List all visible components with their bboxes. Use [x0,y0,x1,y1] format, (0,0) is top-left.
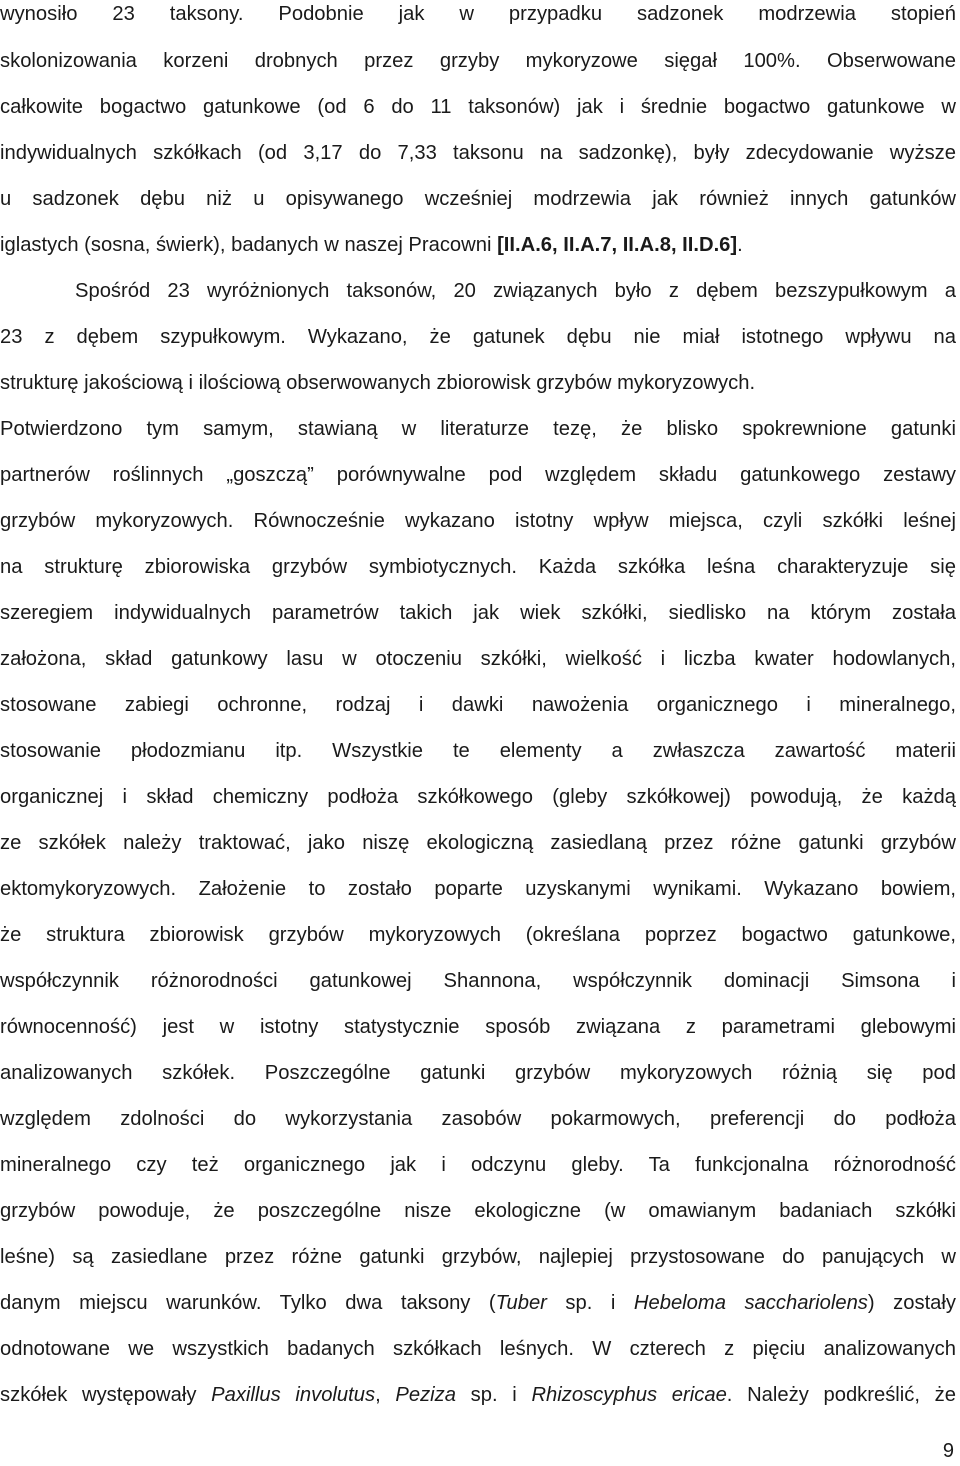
text-line [75,277,956,305]
text-line [0,507,956,535]
text-run: Spośród 23 wyróżnionych taksonów, 20 związanych było z dębem bezszypułkowym a [75,280,956,302]
text-run: sp. i [455,1384,532,1406]
text-run: ektomykoryzowych. Założenie to zostało poparte uzyskanymi wynikami. Wykazano bowiem, [0,878,956,900]
text-line [0,691,956,719]
text-line [0,231,956,259]
text-run: założona, skład gatunkowy lasu w otoczeniu szkółki, wielkość i liczba kwater hodowlanych, [0,648,956,670]
text-line [0,553,956,581]
text-line [0,1335,956,1363]
text-run: sp. i [546,1292,634,1314]
text-run: indywidualnych szkółkach (od 3,17 do 7,33 taksonu na sadzonkę), były zdecydowanie wyższe [0,142,956,164]
text-run: grzybów powoduje, że poszczególne nisze ekologiczne (w omawianym badaniach szkółki [0,1200,956,1222]
text-run: odnotowane we wszystkich badanych szkółkach leśnych. W czterech z pięciu analizowanych [0,1338,956,1360]
text-line [0,47,956,75]
text-line [0,139,956,167]
text-line [0,1151,956,1179]
text-run: całkowite bogactwo gatunkowe (od 6 do 11 taksonów) jak i średnie bogactwo gatunkowe w [0,96,956,118]
text-run: szeregiem indywidualnych parametrów takich jak wiek szkółki, siedlisko na którym została [0,602,956,624]
text-run: organicznej i skład chemiczny podłoża szkółkowego (gleby szkółkowej) powodują, że każdą [0,786,956,808]
text-run: stosowanie płodozmianu itp. Wszystkie te elementy a zwłaszcza zawartość materii [0,740,956,762]
text-run: współczynnik różnorodności gatunkowej Shannona, współczynnik dominacji Simsona i [0,970,956,992]
text-line [0,645,956,673]
text-run: ze szkółek należy traktować, jako niszę ekologiczną zasiedlaną przez różne gatunki grzybów [0,832,956,854]
text-line [0,829,956,857]
text-run: leśne) są zasiedlane przez różne gatunki grzybów, najlepiej przystosowane do panujących w [0,1246,956,1268]
species-name: Paxillus involutus [211,1384,376,1406]
species-name: Peziza [395,1384,456,1406]
text-run: względem zdolności do wykorzystania zasobów pokarmowych, preferencji do podłoża [0,1108,956,1130]
text-line [0,1013,956,1041]
text-line [0,461,956,489]
species-name: Rhizoscyphus ericae [531,1384,727,1406]
text-line [0,93,956,121]
text-run: , [375,1384,396,1406]
text-run: szkółek występowały [0,1384,212,1406]
text-run: stosowane zabiegi ochronne, rodzaj i dawki nawożenia organicznego i mineralnego, [0,694,956,716]
text-run: 23 z dębem szypułkowym. Wykazano, że gatunek dębu nie miał istotnego wpływu na [0,326,956,348]
text-line [0,369,956,397]
species-name: Tuber [495,1292,547,1314]
text-run: mineralnego czy też organicznego jak i odczynu gleby. Ta funkcjonalna różnorodność [0,1154,956,1176]
text-run: na strukturę zbiorowiska grzybów symbiotycznych. Każda szkółka leśna charakteryzuje się [0,556,956,578]
text-line [0,1197,956,1225]
text-run: iglastych (sosna, świerk), badanych w naszej Pracowni [0,234,498,256]
text-run: u sadzonek dębu niż u opisywanego wcześniej modrzewia jak również innych gatunków [0,188,956,210]
text-run: wynosiło 23 taksony. Podobnie jak w przypadku sadzonek modrzewia stopień [0,3,956,25]
text-line [0,185,956,213]
text-line [0,323,956,351]
text-run: strukturę jakościową i ilościową obserwowanych zbiorowisk grzybów mykoryzowych. [0,372,756,394]
text-line [0,921,956,949]
text-run: Potwierdzono tym samym, stawianą w literaturze tezę, że blisko spokrewnione gatunki [0,418,956,440]
text-line [0,967,956,995]
text-line [0,1243,956,1271]
text-line [0,1105,956,1133]
text-run: . Należy podkreślić, że [726,1384,956,1406]
text-line [0,415,956,443]
citation-ref: [II.A.6, II.A.7, II.A.8, II.D.6] [497,234,738,256]
text-line [0,783,956,811]
text-run: równocenność) jest w istotny statystycznie sposób związana z parametrami glebowymi [0,1016,956,1038]
species-name: Hebeloma sacchariolens [633,1292,868,1314]
text-line [0,875,956,903]
text-run: ) zostały [867,1292,956,1314]
page-number: 9 [942,1440,954,1462]
text-run: . [737,234,743,256]
text-run: danym miejscu warunków. Tylko dwa taksony ( [0,1292,496,1314]
text-run: skolonizowania korzeni drobnych przez grzyby mykoryzowe sięgał 100%. Obserwowane [0,50,956,72]
text-line [0,737,956,765]
text-run: grzybów mykoryzowych. Równocześnie wykazano istotny wpływ miejsca, czyli szkółki leśnej [0,510,956,532]
text-line [0,599,956,627]
text-run: że struktura zbiorowisk grzybów mykoryzowych (określana poprzez bogactwo gatunkowe, [0,924,956,946]
text-line [0,1289,956,1317]
text-line [0,1381,956,1409]
text-line [0,1059,956,1087]
text-line [0,0,956,28]
text-run: analizowanych szkółek. Poszczególne gatunki grzybów mykoryzowych różnią się pod [0,1062,956,1084]
text-run: partnerów roślinnych „goszczą” porównywalne pod względem składu gatunkowego zestawy [0,464,956,486]
